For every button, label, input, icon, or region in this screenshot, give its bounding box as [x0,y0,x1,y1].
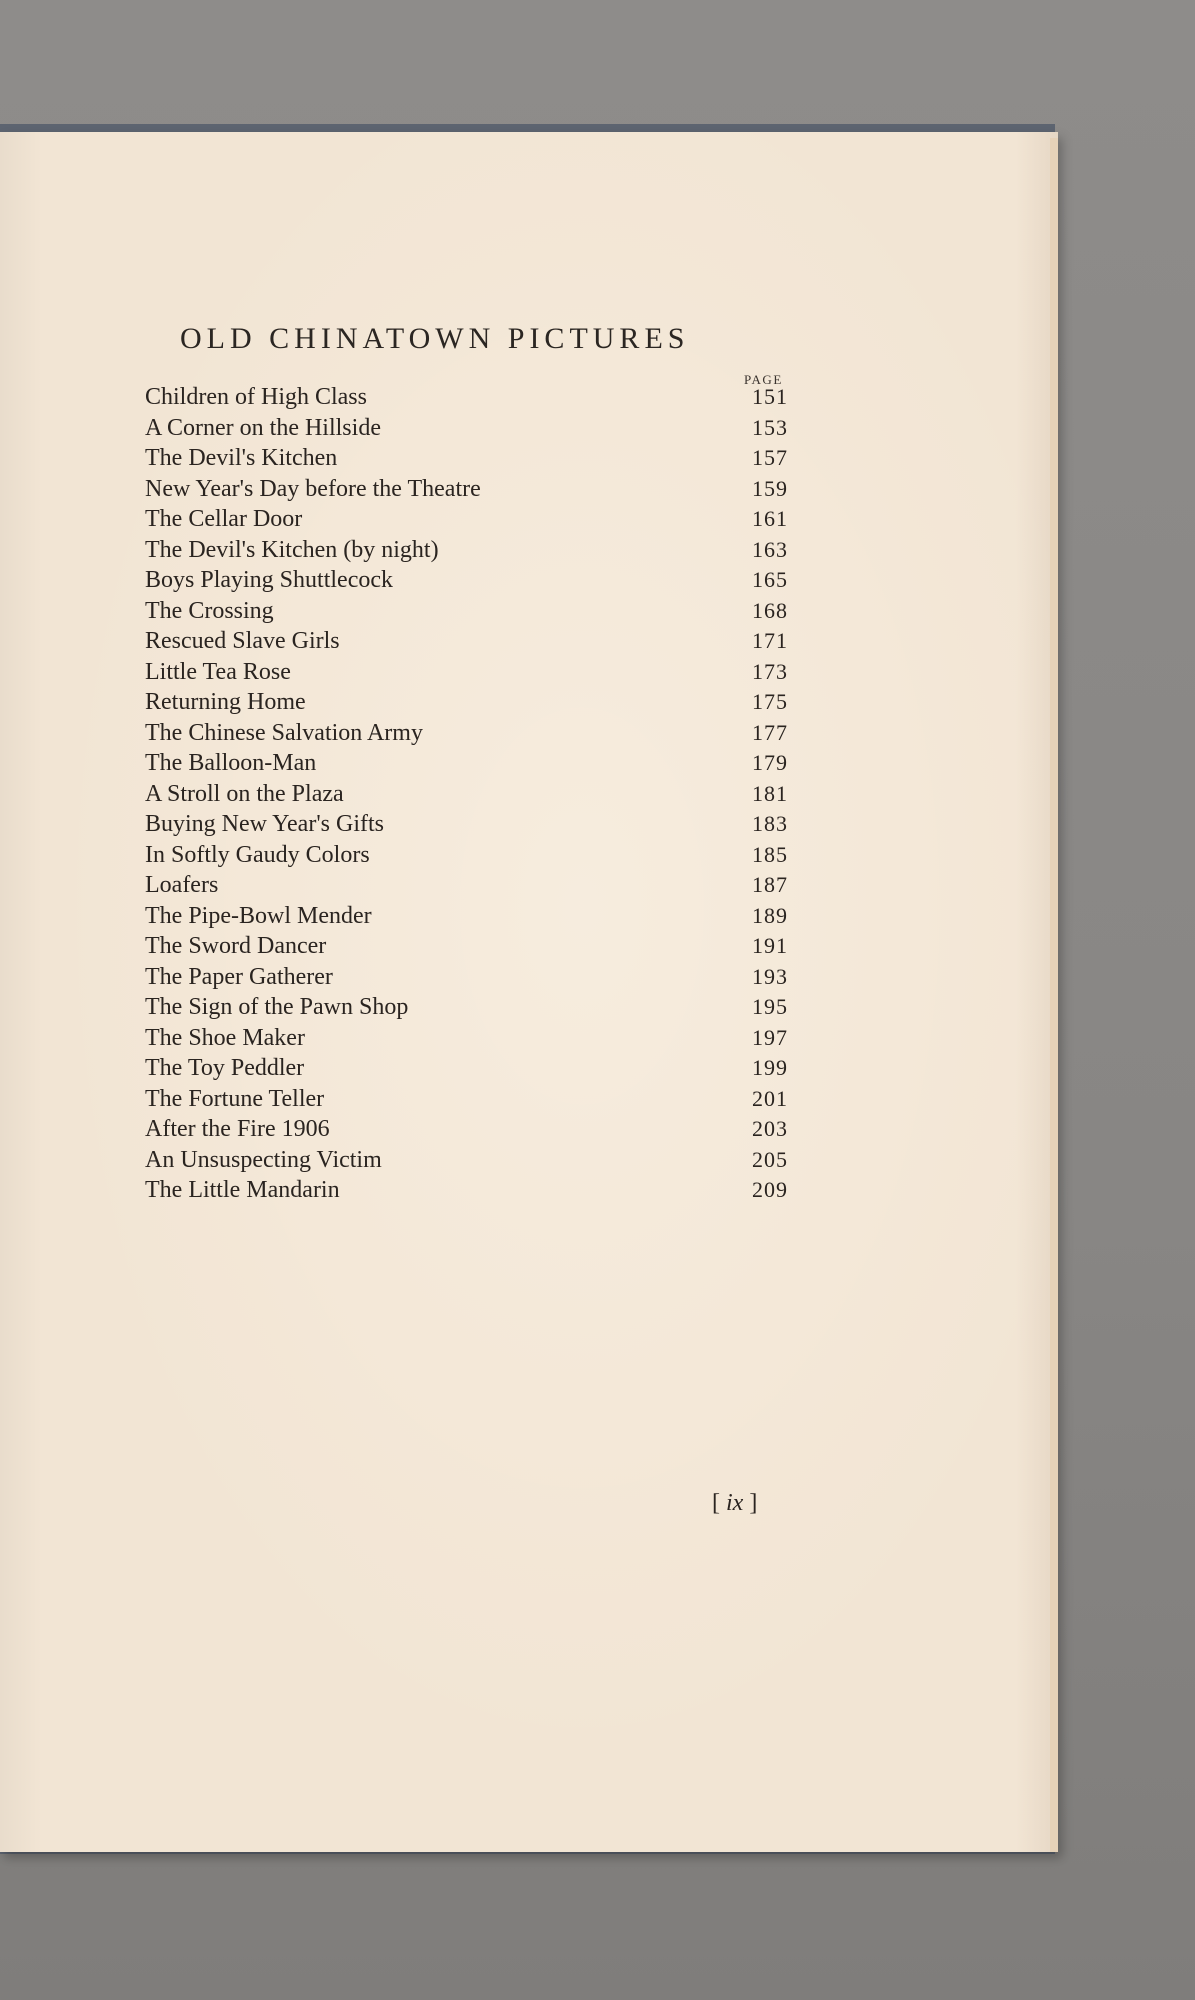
entry-title: The Sign of the Pawn Shop [145,994,409,1020]
contents-entry [145,443,790,474]
entry-title: The Paper Gatherer [145,963,333,990]
entry-page-number: 171 [752,628,788,653]
contents-entry [145,687,790,718]
entry-page-number: 165 [752,567,788,592]
entry-title: A Stroll on the Plaza [145,780,344,807]
entry-page-number: 203 [752,1116,788,1141]
entry-page-number: 183 [752,811,788,836]
contents-entry [145,809,790,840]
contents-entry [145,535,790,566]
contents-list [145,382,790,1206]
contents-entry [145,626,790,657]
contents-entry [145,992,790,1023]
entry-title: The Chinese Salvation Army [145,719,423,746]
entry-page-number: 199 [752,1055,788,1080]
entry-page-number: 173 [752,658,788,684]
entry-title: Boys Playing Shuttlecock [145,567,393,593]
contents-entry [145,779,790,810]
contents-entry [145,1084,790,1115]
entry-title: A Corner on the Hillside [145,414,381,441]
entry-title: The Cellar Door [145,506,303,532]
contents-entry [145,1145,790,1176]
contents-entry [145,931,790,962]
entry-page-number: 205 [752,1146,788,1172]
entry-title: The Pipe-Bowl Mender [145,902,372,929]
page-column-header: PAGE [744,372,783,387]
contents-entry [145,504,790,535]
entry-page-number: 163 [752,536,788,562]
contents-entry [145,1114,790,1145]
contents-entry [145,901,790,932]
contents-entry [145,962,790,993]
contents-entry [145,413,790,444]
entry-title: The Balloon-Man [145,750,317,776]
contents-entry [145,840,790,871]
entry-page-number: 157 [752,445,788,470]
entry-title: The Fortune Teller [145,1085,325,1112]
entry-title: Children of High Class [145,384,367,410]
entry-title: The Sword Dancer [145,933,327,959]
entry-page-number: 209 [752,1177,788,1202]
contents-entry [145,382,790,413]
contents-entry [145,1053,790,1084]
entry-page-number: 179 [752,750,788,775]
entry-page-number: 185 [752,841,788,867]
entry-title: New Year's Day before the Theatre [145,475,481,502]
entry-title: Returning Home [145,689,306,715]
contents-entry [145,870,790,901]
contents-entry [145,1175,790,1206]
entry-page-number: 197 [752,1024,788,1050]
folio-open-bracket: [ [712,1490,720,1516]
entry-title: In Softly Gaudy Colors [145,841,370,868]
entry-page-number: 195 [752,994,788,1019]
entry-title: The Devil's Kitchen (by night) [145,536,439,563]
entry-page-number: 187 [752,872,788,897]
entry-title: An Unsuspecting Victim [145,1146,382,1173]
entry-page-number: 161 [752,506,788,531]
contents-entry [145,748,790,779]
entry-page-number: 175 [752,689,788,714]
page-edge [1050,138,1058,1852]
contents-entry [145,718,790,749]
entry-page-number: 168 [752,597,788,623]
entry-page-number: 181 [752,780,788,806]
contents-entry [145,565,790,596]
folio-numeral: ix [726,1490,744,1516]
entry-page-number: 177 [752,719,788,745]
entry-page-number: 193 [752,963,788,989]
entry-title: Rescued Slave Girls [145,628,340,654]
entry-title: The Little Mandarin [145,1177,340,1203]
contents-entry [145,1023,790,1054]
contents-entry [145,596,790,627]
entry-page-number: 189 [752,902,788,928]
entry-page-number: 151 [752,384,788,409]
entry-page-number: 191 [752,933,788,958]
entry-title: The Shoe Maker [145,1024,305,1051]
entry-title: Loafers [145,872,219,898]
contents-entry [145,474,790,505]
entry-title: The Devil's Kitchen [145,445,338,471]
entry-title: The Toy Peddler [145,1055,305,1081]
entry-title: Little Tea Rose [145,658,291,685]
folio-close-bracket: ] [749,1490,758,1516]
entry-title: Buying New Year's Gifts [145,811,384,837]
entry-page-number: 201 [752,1085,788,1111]
entry-page-number: 153 [752,414,788,440]
entry-title: After the Fire 1906 [145,1116,330,1142]
entry-title: The Crossing [145,597,274,624]
contents-entry [145,657,790,688]
folio-page-number [712,1490,757,1517]
entry-page-number: 159 [752,475,788,501]
page-heading: OLD CHINATOWN PICTURES [180,322,690,355]
